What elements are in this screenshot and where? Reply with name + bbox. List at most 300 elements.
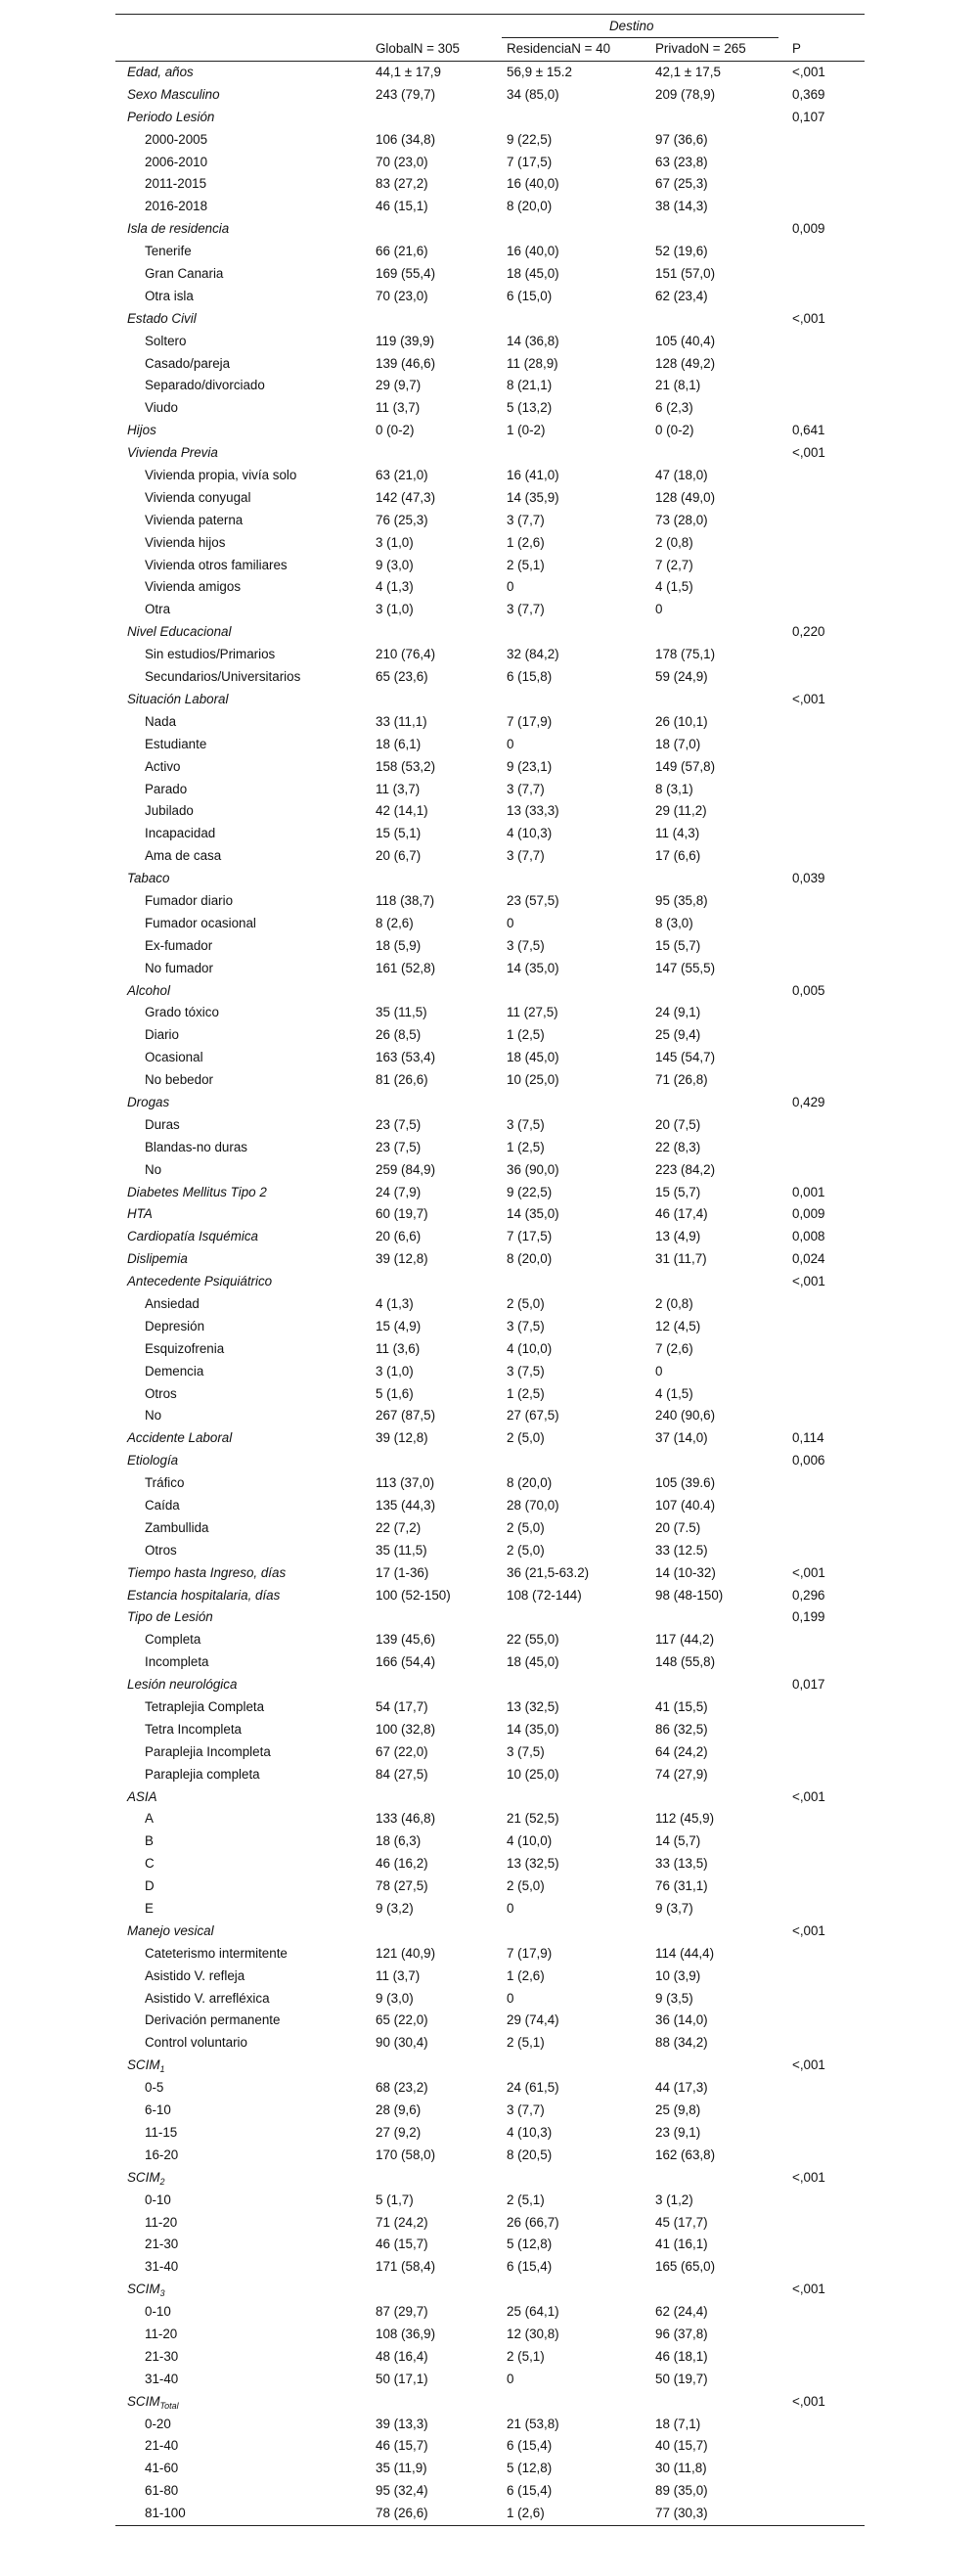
- privado-value: 29 (11,2): [655, 803, 707, 819]
- privado-value: 8 (3,0): [655, 915, 693, 930]
- global-value: 4 (1,3): [376, 1295, 414, 1311]
- residencia-value: 18 (45,0): [507, 1654, 559, 1670]
- privado-value: 62 (24,4): [655, 2304, 708, 2320]
- privado-value: 128 (49,2): [655, 355, 716, 371]
- row-label: 21-40: [145, 2438, 179, 2454]
- residencia-value: 14 (35,9): [507, 489, 559, 505]
- residencia-value: 21 (53,8): [507, 2416, 559, 2431]
- table-row: [115, 756, 865, 779]
- row-label: Control voluntario: [145, 2035, 247, 2051]
- global-value: 76 (25,3): [376, 512, 428, 527]
- residencia-value: 10 (25,0): [507, 1766, 559, 1782]
- global-value: 15 (5,1): [376, 826, 422, 841]
- table-row: [115, 353, 865, 376]
- residencia-value: 0: [507, 736, 514, 751]
- p-value: 0,009: [792, 221, 825, 237]
- row-label: Incompleta: [145, 1654, 209, 1670]
- global-value: 95 (32,4): [376, 2483, 428, 2499]
- privado-value: 77 (30,3): [655, 2506, 708, 2521]
- global-value: 5 (1,6): [376, 1385, 414, 1401]
- row-label: Incapacidad: [145, 826, 216, 841]
- privado-value: 178 (75,1): [655, 647, 716, 662]
- global-value: 11 (3,7): [376, 1967, 421, 1983]
- global-value: 133 (46,8): [376, 1811, 436, 1827]
- row-label: $SCIM_3$: [127, 2282, 165, 2299]
- residencia-value: 108 (72-144): [507, 1587, 582, 1603]
- table-row: [115, 1450, 865, 1472]
- residencia-value: 3 (7,5): [507, 1116, 545, 1132]
- p-value: <,001: [792, 445, 825, 461]
- p-value: <,001: [792, 2057, 825, 2073]
- table-row: [115, 1182, 865, 1204]
- table-row: [115, 2100, 865, 2122]
- global-value: 48 (16,4): [376, 2348, 428, 2364]
- row-label: Tráfico: [145, 1475, 185, 1491]
- residencia-value: 8 (20,5): [507, 2147, 553, 2162]
- p-value: <,001: [792, 310, 825, 326]
- row-label: Separado/divorciado: [145, 378, 265, 393]
- global-value: 106 (34,8): [376, 131, 436, 147]
- row-label: Edad, años: [127, 65, 194, 79]
- residencia-value: 1 (0-2): [507, 423, 546, 438]
- residencia-value: 21 (52,5): [507, 1811, 559, 1827]
- table-row: [115, 2167, 865, 2190]
- row-label: Diario: [145, 1027, 179, 1043]
- privado-value: 40 (15,7): [655, 2438, 708, 2454]
- residencia-value: 10 (25,0): [507, 1072, 559, 1088]
- p-value: 0,199: [792, 1609, 825, 1625]
- global-value: 121 (40,9): [376, 1945, 436, 1961]
- global-value: 90 (30,4): [376, 2035, 428, 2051]
- global-value: 60 (19,7): [376, 1206, 428, 1222]
- global-value: 78 (27,5): [376, 1878, 428, 1894]
- global-value: 135 (44,3): [376, 1498, 436, 1513]
- table-bottom-rule: [115, 2525, 865, 2526]
- privado-value: 6 (2,3): [655, 400, 693, 416]
- global-value: 11 (3,6): [376, 1340, 421, 1356]
- p-value: <,001: [792, 1922, 825, 1938]
- privado-value: 30 (11,8): [655, 2461, 707, 2476]
- residencia-value: 3 (7,5): [507, 1363, 545, 1378]
- privado-value: 18 (7,0): [655, 736, 701, 751]
- global-value: 87 (29,7): [376, 2304, 428, 2320]
- table-row: [115, 980, 865, 1003]
- table-row: [115, 1137, 865, 1159]
- header-p: P: [792, 41, 801, 56]
- table-row: [115, 1808, 865, 1830]
- residencia-value: 0: [507, 915, 514, 930]
- row-label: Vivienda amigos: [145, 579, 242, 595]
- table-row: [115, 2190, 865, 2212]
- row-label: A: [145, 1811, 154, 1827]
- residencia-value: 1 (2,6): [507, 1967, 545, 1983]
- row-label: 16-20: [145, 2147, 179, 2162]
- row-label: Sexo Masculino: [127, 86, 220, 102]
- row-label: Fumador diario: [145, 892, 234, 908]
- global-value: 4 (1,3): [376, 579, 414, 595]
- global-value: 23 (7,5): [376, 1139, 422, 1154]
- privado-value: 21 (8,1): [655, 378, 701, 393]
- privado-value: 41 (15,5): [655, 1699, 708, 1715]
- row-label: Lesión neurológica: [127, 1677, 238, 1693]
- row-label: Asistido V. refleja: [145, 1967, 245, 1983]
- table-row: [115, 129, 865, 152]
- privado-value: 89 (35,0): [655, 2483, 708, 2499]
- global-value: 210 (76,4): [376, 647, 436, 662]
- table-row: [115, 666, 865, 689]
- residencia-value: 22 (55,0): [507, 1632, 559, 1648]
- residencia-value: 2 (5,1): [507, 2192, 545, 2207]
- global-value: 0 (0-2): [376, 423, 415, 438]
- row-label-subscript: Total: [159, 2400, 179, 2411]
- table-row: [115, 1002, 865, 1024]
- table-row: [115, 1495, 865, 1517]
- table-row: [115, 1472, 865, 1495]
- row-label: Esquizofrenia: [145, 1340, 225, 1356]
- row-label: Otra isla: [145, 288, 194, 303]
- global-value: 81 (26,6): [376, 1072, 428, 1088]
- row-label: 81-100: [145, 2506, 186, 2521]
- row-label: Ansiedad: [145, 1295, 200, 1311]
- global-value: 100 (52-150): [376, 1587, 451, 1603]
- privado-value: 20 (7,5): [655, 1116, 701, 1132]
- privado-value: 44 (17,3): [655, 2080, 708, 2096]
- residencia-value: 2 (5,1): [507, 557, 545, 572]
- residencia-value: 16 (40,0): [507, 176, 559, 192]
- global-value: 259 (84,9): [376, 1161, 436, 1177]
- global-value: 66 (21,6): [376, 244, 428, 259]
- row-label: No bebedor: [145, 1072, 213, 1088]
- privado-value: 0 (0-2): [655, 423, 694, 438]
- privado-value: 41 (16,1): [655, 2237, 708, 2252]
- global-value: 46 (15,1): [376, 199, 428, 214]
- privado-value: 4 (1,5): [655, 1385, 693, 1401]
- row-label: 21-30: [145, 2237, 179, 2252]
- residencia-value: 28 (70,0): [507, 1498, 559, 1513]
- p-value: 0,220: [792, 624, 825, 640]
- residencia-value: 3 (7,7): [507, 781, 545, 796]
- table-row: [115, 2032, 865, 2055]
- residencia-value: 14 (35,0): [507, 1721, 559, 1737]
- table-row: [115, 1741, 865, 1764]
- privado-value: 15 (5,7): [655, 1184, 701, 1199]
- privado-value: 33 (12.5): [655, 1542, 708, 1558]
- global-value: 142 (47,3): [376, 489, 436, 505]
- row-label: Estancia hospitalaria, días: [127, 1587, 281, 1603]
- p-value: 0,008: [792, 1229, 825, 1244]
- row-label-subscript: 2: [159, 2176, 165, 2187]
- row-label: 11-20: [145, 2326, 178, 2341]
- table-row: [115, 890, 865, 913]
- table-row: [115, 107, 865, 129]
- privado-value: 14 (10-32): [655, 1564, 716, 1580]
- header-row-group: [115, 15, 865, 37]
- privado-value: 86 (32,5): [655, 1721, 708, 1737]
- table-row: [115, 241, 865, 263]
- table-row: [115, 2346, 865, 2369]
- residencia-value: 8 (20,0): [507, 1251, 553, 1267]
- privado-value: 8 (3,1): [655, 781, 693, 796]
- row-label: 11-15: [145, 2124, 178, 2140]
- global-value: 171 (58,4): [376, 2259, 436, 2275]
- global-value: 83 (27,2): [376, 176, 428, 192]
- row-label: Situación Laboral: [127, 691, 229, 706]
- residencia-value: 4 (10,3): [507, 2124, 553, 2140]
- row-label: Vivienda Previa: [127, 445, 218, 461]
- residencia-value: 18 (45,0): [507, 1050, 559, 1065]
- row-label: Dislipemia: [127, 1251, 188, 1267]
- residencia-value: 13 (32,5): [507, 1699, 559, 1715]
- privado-value: 117 (44,2): [655, 1632, 715, 1648]
- table-row: [115, 1159, 865, 1182]
- row-label: Tabaco: [127, 871, 170, 886]
- table-row: [115, 1024, 865, 1047]
- table-row: [115, 1383, 865, 1406]
- row-label: Diabetes Mellitus Tipo 2: [127, 1184, 267, 1199]
- row-label: Cateterismo intermitente: [145, 1945, 288, 1961]
- residencia-value: 6 (15,4): [507, 2483, 553, 2499]
- table-row: [115, 935, 865, 958]
- global-value: 3 (1,0): [376, 602, 414, 617]
- table-row: [115, 779, 865, 801]
- global-value: 166 (54,4): [376, 1654, 436, 1670]
- row-label: Drogas: [127, 1094, 170, 1109]
- table-row: [115, 196, 865, 218]
- row-label: 6-10: [145, 2102, 171, 2118]
- global-value: 84 (27,5): [376, 1766, 428, 1782]
- residencia-value: 27 (67,5): [507, 1408, 559, 1424]
- table-row: [115, 1876, 865, 1898]
- table-row: [115, 1764, 865, 1786]
- table-row: [115, 173, 865, 196]
- table-row: [115, 1830, 865, 1853]
- global-value: 5 (1,7): [376, 2192, 414, 2207]
- table-row: [115, 2391, 865, 2414]
- p-value: 0,641: [792, 423, 825, 438]
- table-row: [115, 1069, 865, 1092]
- residencia-value: 1 (2,6): [507, 534, 545, 550]
- table-row: [115, 1966, 865, 1988]
- p-value: <,001: [792, 691, 825, 706]
- table-row: [115, 1540, 865, 1562]
- privado-value: 128 (49,0): [655, 489, 716, 505]
- row-label: Accidente Laboral: [127, 1430, 233, 1446]
- p-value: 0,005: [792, 982, 825, 998]
- residencia-value: 3 (7,7): [507, 848, 545, 864]
- residencia-value: 3 (7,7): [507, 602, 545, 617]
- row-label: Estudiante: [145, 736, 207, 751]
- row-label: Caída: [145, 1498, 180, 1513]
- privado-value: 13 (4,9): [655, 1229, 701, 1244]
- table-row: [115, 286, 865, 308]
- global-value: 113 (37,0): [376, 1475, 435, 1491]
- global-value: 26 (8,5): [376, 1027, 422, 1043]
- table-row: [115, 1203, 865, 1226]
- global-value: 65 (22,0): [376, 2012, 428, 2028]
- row-label: Manejo vesical: [127, 1922, 214, 1938]
- residencia-value: 16 (40,0): [507, 244, 559, 259]
- global-value: 54 (17,7): [376, 1699, 428, 1715]
- table-row: [115, 442, 865, 465]
- privado-value: 26 (10,1): [655, 713, 708, 729]
- global-value: 163 (53,4): [376, 1050, 436, 1065]
- residencia-value: 2 (5,1): [507, 2035, 545, 2051]
- privado-value: 2 (0,8): [655, 534, 693, 550]
- row-label: Depresión: [145, 1318, 205, 1333]
- residencia-value: 6 (15,4): [507, 2259, 553, 2275]
- residencia-value: 2 (5,0): [507, 1295, 545, 1311]
- row-label: ASIA: [127, 1788, 157, 1804]
- row-label: C: [145, 1856, 155, 1872]
- privado-value: 151 (57,0): [655, 266, 716, 282]
- table-row: [115, 375, 865, 397]
- privado-value: 0: [655, 602, 663, 617]
- residencia-value: 14 (35,0): [507, 1206, 559, 1222]
- header-row-columns: [115, 37, 865, 61]
- table-row: [115, 1629, 865, 1651]
- p-value: <,001: [792, 1788, 825, 1804]
- global-value: 23 (7,5): [376, 1116, 422, 1132]
- p-value: 0,006: [792, 1453, 825, 1469]
- global-value: 18 (5,9): [376, 937, 422, 953]
- global-value: 9 (3,2): [376, 1901, 414, 1917]
- privado-value: 24 (9,1): [655, 1005, 701, 1020]
- row-label: Duras: [145, 1116, 180, 1132]
- row-label: Parado: [145, 781, 188, 796]
- residencia-value: 24 (61,5): [507, 2080, 559, 2096]
- privado-value: 36 (14,0): [655, 2012, 708, 2028]
- row-label: 2011-2015: [145, 176, 207, 192]
- row-label: 0-10: [145, 2192, 171, 2207]
- privado-value: 52 (19,6): [655, 244, 708, 259]
- row-label: Casado/pareja: [145, 355, 231, 371]
- table-row: [115, 2077, 865, 2100]
- row-label: Nivel Educacional: [127, 624, 232, 640]
- row-label: HTA: [127, 1206, 153, 1222]
- table-row: [115, 152, 865, 174]
- residencia-value: 5 (12,8): [507, 2461, 553, 2476]
- table-row: [115, 689, 865, 711]
- privado-value: 11 (4,3): [655, 826, 700, 841]
- row-label: Cardiopatía Isquémica: [127, 1229, 258, 1244]
- p-value: 0,114: [792, 1430, 824, 1446]
- residencia-value: 36 (21,5-63.2): [507, 1564, 590, 1580]
- residencia-value: 8 (20,0): [507, 199, 553, 214]
- residencia-value: 1 (2,5): [507, 1385, 545, 1401]
- table-row: [115, 1988, 865, 2011]
- residencia-value: 56,9 ± 15.2: [507, 65, 572, 79]
- table-row: [115, 1114, 865, 1137]
- residencia-value: 3 (7,7): [507, 512, 545, 527]
- row-label: Isla de residencia: [127, 221, 230, 237]
- privado-value: 37 (14,0): [655, 1430, 708, 1446]
- table-row: [115, 308, 865, 331]
- residencia-value: 2 (5,0): [507, 1878, 545, 1894]
- privado-value: 50 (19,7): [655, 2371, 708, 2386]
- residencia-value: 13 (33,3): [507, 803, 559, 819]
- residencia-value: 11 (27,5): [507, 1005, 558, 1020]
- privado-value: 105 (40,4): [655, 333, 716, 348]
- residencia-value: 0: [507, 1990, 514, 2006]
- row-label: Vivienda otros familiares: [145, 557, 288, 572]
- row-label: D: [145, 1878, 155, 1894]
- row-label: B: [145, 1833, 154, 1849]
- table-row: [115, 2279, 865, 2301]
- table-row: [115, 2458, 865, 2480]
- privado-value: 88 (34,2): [655, 2035, 708, 2051]
- table-row: [115, 1226, 865, 1248]
- table-row: [115, 958, 865, 980]
- global-value: 67 (22,0): [376, 1743, 428, 1759]
- privado-value: 33 (13,5): [655, 1856, 708, 1872]
- p-value: 0,024: [792, 1251, 825, 1267]
- row-label: Paraplejia completa: [145, 1766, 260, 1782]
- global-value: 39 (12,8): [376, 1430, 428, 1446]
- global-value: 63 (21,0): [376, 468, 428, 483]
- global-value: 39 (12,8): [376, 1251, 428, 1267]
- privado-value: 45 (17,7): [655, 2214, 708, 2230]
- residencia-value: 1 (2,5): [507, 1027, 545, 1043]
- residencia-value: 29 (74,4): [507, 2012, 559, 2028]
- table-row: [115, 2435, 865, 2458]
- global-value: 50 (17,1): [376, 2371, 428, 2386]
- row-label: Otros: [145, 1385, 177, 1401]
- table-row: [115, 1293, 865, 1316]
- privado-value: 4 (1,5): [655, 579, 693, 595]
- table-row: [115, 397, 865, 420]
- table-row: [115, 1786, 865, 1809]
- table-row: [115, 1248, 865, 1271]
- row-label: $SCIM_2$: [127, 2169, 165, 2187]
- table-row: [115, 1316, 865, 1338]
- row-label-subscript: 3: [159, 2288, 165, 2299]
- privado-value: 112 (45,9): [655, 1811, 715, 1827]
- row-label: Derivación permanente: [145, 2012, 281, 2028]
- table-row: [115, 1562, 865, 1585]
- table-row: [115, 487, 865, 510]
- table-row: [115, 2414, 865, 2436]
- table-row: [115, 510, 865, 532]
- global-value: 118 (38,7): [376, 892, 435, 908]
- privado-value: 67 (25,3): [655, 176, 708, 192]
- table-row: [115, 1606, 865, 1629]
- row-label: Viudo: [145, 400, 179, 416]
- table-row: [115, 1092, 865, 1114]
- global-value: 9 (3,0): [376, 1990, 414, 2006]
- row-label: No: [145, 1408, 162, 1424]
- residencia-value: 8 (20,0): [507, 1475, 553, 1491]
- privado-value: 0: [655, 1363, 663, 1378]
- residencia-value: 5 (12,8): [507, 2237, 553, 2252]
- row-label: Grado tóxico: [145, 1005, 219, 1020]
- global-value: 139 (46,6): [376, 355, 436, 371]
- destino-group-label: Destino: [609, 19, 654, 33]
- privado-value: 165 (65,0): [655, 2259, 716, 2275]
- global-value: 11 (3,7): [376, 400, 421, 416]
- residencia-value: 1 (2,6): [507, 2506, 545, 2521]
- row-label: 2006-2010: [145, 154, 208, 169]
- residencia-value: 14 (35,0): [507, 960, 559, 975]
- residencia-value: 3 (7,5): [507, 1743, 545, 1759]
- residencia-value: 25 (64,1): [507, 2304, 559, 2320]
- row-label: 31-40: [145, 2371, 179, 2386]
- p-value: 0,009: [792, 1206, 825, 1222]
- residencia-value: 0: [507, 579, 514, 595]
- table-row: [115, 2480, 865, 2503]
- row-label: Paraplejia Incompleta: [145, 1743, 271, 1759]
- residencia-value: 2 (5,0): [507, 1519, 545, 1535]
- privado-value: 12 (4,5): [655, 1318, 701, 1333]
